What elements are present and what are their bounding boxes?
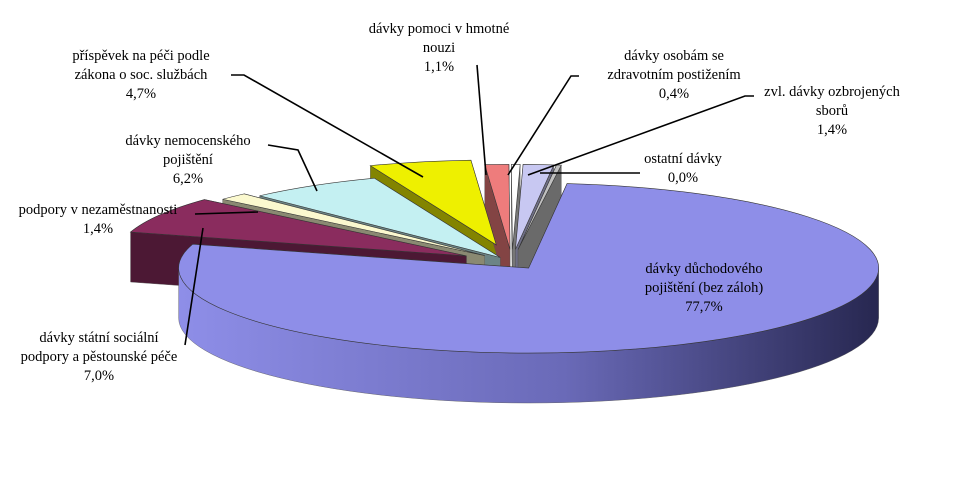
- slice-label-6: [607, 48, 741, 102]
- slice-category-label: zákona o soc. službách: [74, 67, 208, 83]
- slice-value-label: 1,4%: [816, 122, 848, 138]
- slice-value-label: 0,4%: [658, 86, 690, 102]
- slice-category-label: dávky pomoci v hmotné: [368, 21, 510, 37]
- slice-value-label: 1,4%: [82, 221, 114, 237]
- slice-label-5: [369, 21, 510, 75]
- slice-value-label: 77,7%: [685, 299, 723, 315]
- leader-line-3: [268, 145, 317, 191]
- leader-line-5: [477, 65, 486, 175]
- slice-category-label: dávky osobám se: [624, 48, 724, 64]
- slice-category-label: příspěvek na péči podle: [72, 48, 210, 64]
- leader-line-4: [231, 75, 423, 177]
- slice-label-3: [125, 133, 250, 187]
- slice-category-label: sborů: [815, 103, 849, 119]
- slice-value-label: 1,1%: [423, 59, 455, 75]
- slice-category-label: podpory a pěstounské péče: [20, 349, 178, 365]
- slice-label-7: [764, 84, 900, 138]
- slice-category-label: pojištění: [163, 152, 213, 168]
- slice-label-4: [72, 48, 209, 102]
- slice-value-label: 0,0%: [667, 170, 699, 186]
- slice-category-label: dávky státní sociální: [39, 330, 159, 346]
- slice-category-label: dávky důchodového: [645, 261, 763, 277]
- slice-label-8: [644, 151, 722, 186]
- slice-category-label: ostatní dávky: [644, 151, 722, 167]
- slice-category-label: pojištění (bez záloh): [644, 280, 764, 296]
- slice-category-label: zdravotním postižením: [607, 67, 741, 83]
- slice-category-label: nouzi: [422, 40, 456, 56]
- slice-category-label: dávky nemocenského: [125, 133, 251, 149]
- slice-value-label: 4,7%: [125, 86, 157, 102]
- slice-category-label: zvl. dávky ozbrojených: [764, 84, 900, 100]
- slice-value-label: 6,2%: [172, 171, 204, 187]
- slice-label-1: [21, 330, 178, 384]
- slice-value-label: 7,0%: [83, 368, 115, 384]
- slice-category-label: podpory v nezaměstnanosti: [18, 202, 178, 218]
